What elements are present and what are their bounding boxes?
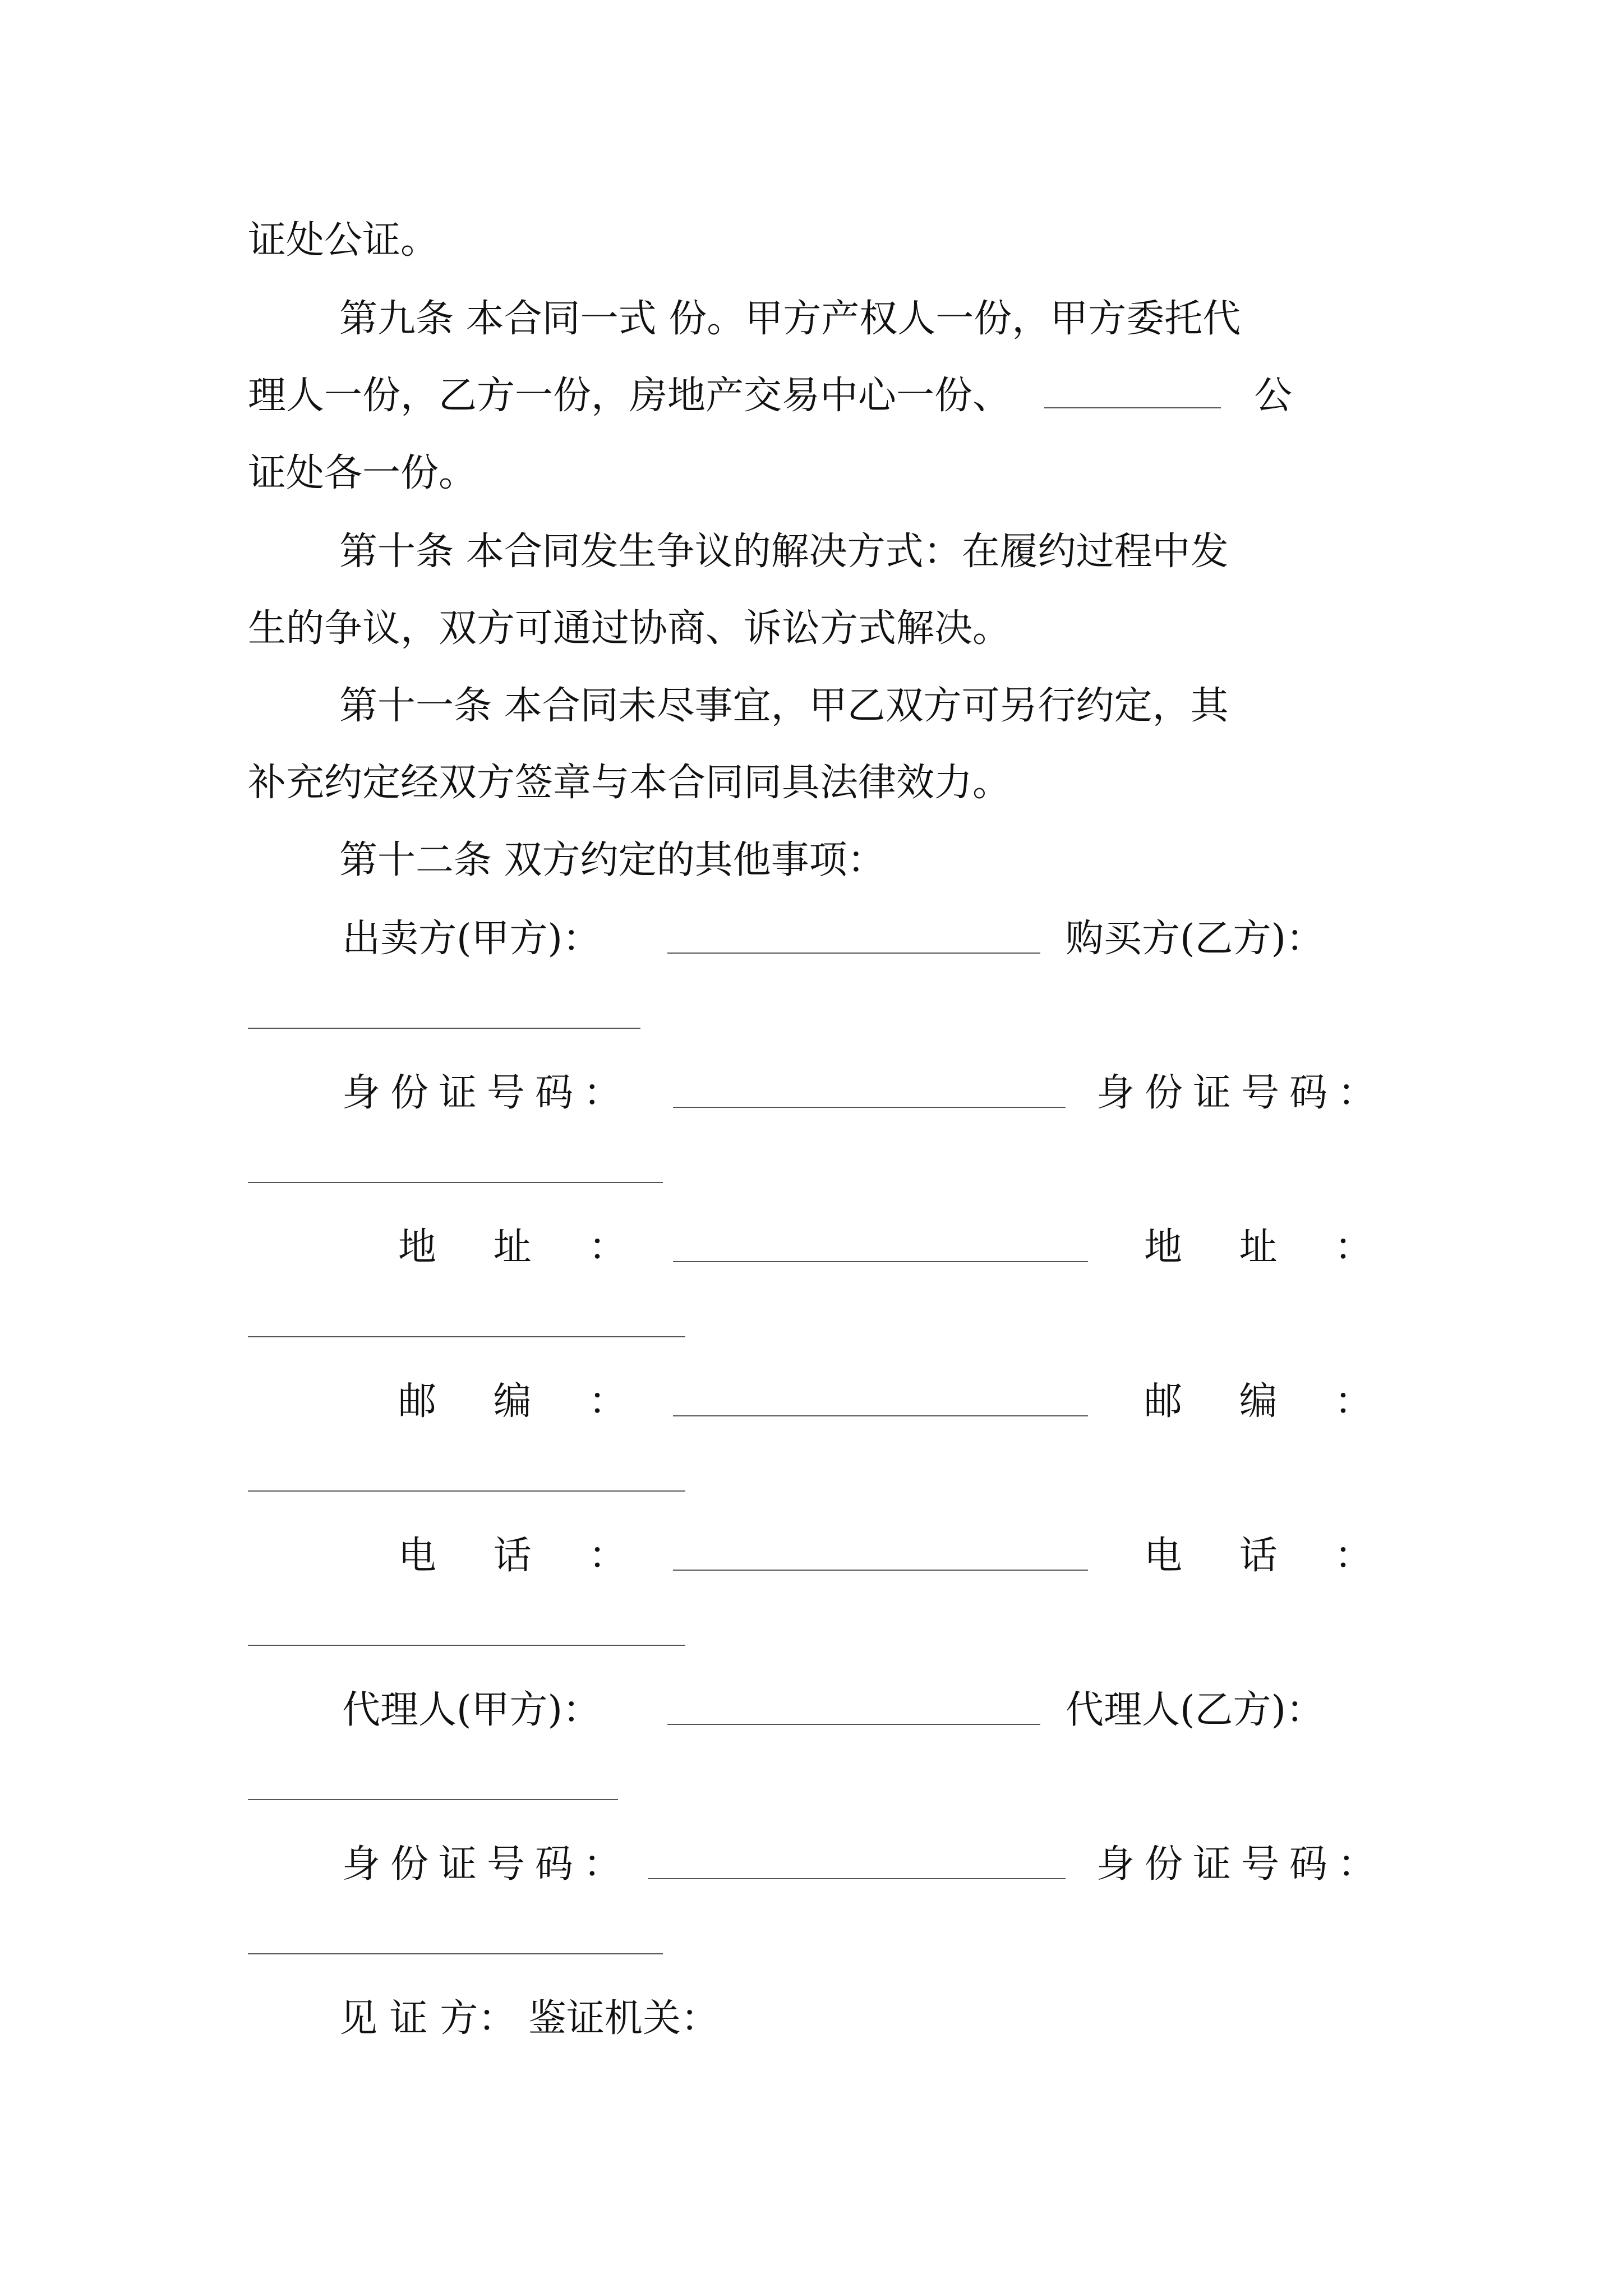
- buyer-label: 购买方(乙方)：: [1066, 917, 1325, 961]
- id-underline-a[interactable]: [673, 1107, 1066, 1108]
- article-11-line-2: 补充约定经双方签章与本合同同具法律效力。: [248, 761, 1011, 805]
- postcode-underline-a[interactable]: [673, 1415, 1088, 1416]
- address-underline-b[interactable]: [248, 1336, 685, 1337]
- phone-underline-b[interactable]: [248, 1645, 685, 1646]
- id-underline-b[interactable]: [248, 1182, 663, 1183]
- agent-a-label: 代理人(甲方)：: [342, 1688, 601, 1732]
- article-9-text-b: 公: [1254, 374, 1293, 418]
- postcode-label-a: 邮 编 ：: [398, 1379, 627, 1424]
- seller-underline[interactable]: [667, 953, 1040, 954]
- article-9-text-a: 理人一份，乙方一份，房地产交易中心一份、: [248, 374, 1011, 418]
- witness-line: 见 证 方： 鉴证机关：: [339, 1996, 719, 2041]
- phone-underline-a[interactable]: [673, 1570, 1088, 1571]
- id-label-b: 身份证号码：: [1096, 1071, 1386, 1115]
- agent-id-underline-b[interactable]: [248, 1953, 663, 1954]
- paragraph-line: 证处公证。: [248, 218, 439, 263]
- article-9-line-2: [248, 374, 1392, 418]
- article-9-text: 第九条 本合同一式 份。甲方产权人一份，甲方委托代: [339, 297, 1241, 341]
- phone-label-b: 电 话 ：: [1144, 1534, 1373, 1578]
- agent-id-label-b: 身份证号码：: [1096, 1842, 1386, 1887]
- phone-label-a: 电 话 ：: [398, 1534, 627, 1578]
- seller-label: 出卖方(甲方)：: [342, 917, 601, 961]
- article-11-line-1: 第十一条 本合同未尽事宜，甲乙双方可另行约定，其: [339, 684, 1229, 728]
- postcode-label-b: 邮 编 ：: [1144, 1379, 1373, 1424]
- address-label-a: 地 址 ：: [398, 1225, 627, 1269]
- agent-a-underline[interactable]: [667, 1724, 1040, 1725]
- id-label-a: 身份证号码：: [342, 1071, 632, 1115]
- article-9-line-3: 证处各一份。: [248, 451, 477, 495]
- address-label-b: 地 址 ：: [1144, 1225, 1373, 1269]
- agent-id-underline-a[interactable]: [648, 1878, 1066, 1879]
- postcode-underline-b[interactable]: [248, 1490, 685, 1492]
- address-underline-a[interactable]: [673, 1261, 1088, 1262]
- agent-b-underline[interactable]: [248, 1799, 618, 1800]
- article-10-line-1: 第十条 本合同发生争议的解决方式：在履约过程中发: [339, 530, 1229, 574]
- agent-b-label: 代理人(乙方)：: [1066, 1688, 1325, 1732]
- buyer-underline[interactable]: [248, 1028, 640, 1029]
- article-10-line-2: 生的争议，双方可通过协商、诉讼方式解决。: [248, 606, 1011, 651]
- agent-id-label-a: 身份证号码：: [342, 1842, 632, 1887]
- article-9-line-1: [339, 297, 1392, 341]
- article-12-line-1: 第十二条 双方约定的其他事项：: [339, 838, 886, 882]
- copies-blank[interactable]: [1044, 402, 1221, 408]
